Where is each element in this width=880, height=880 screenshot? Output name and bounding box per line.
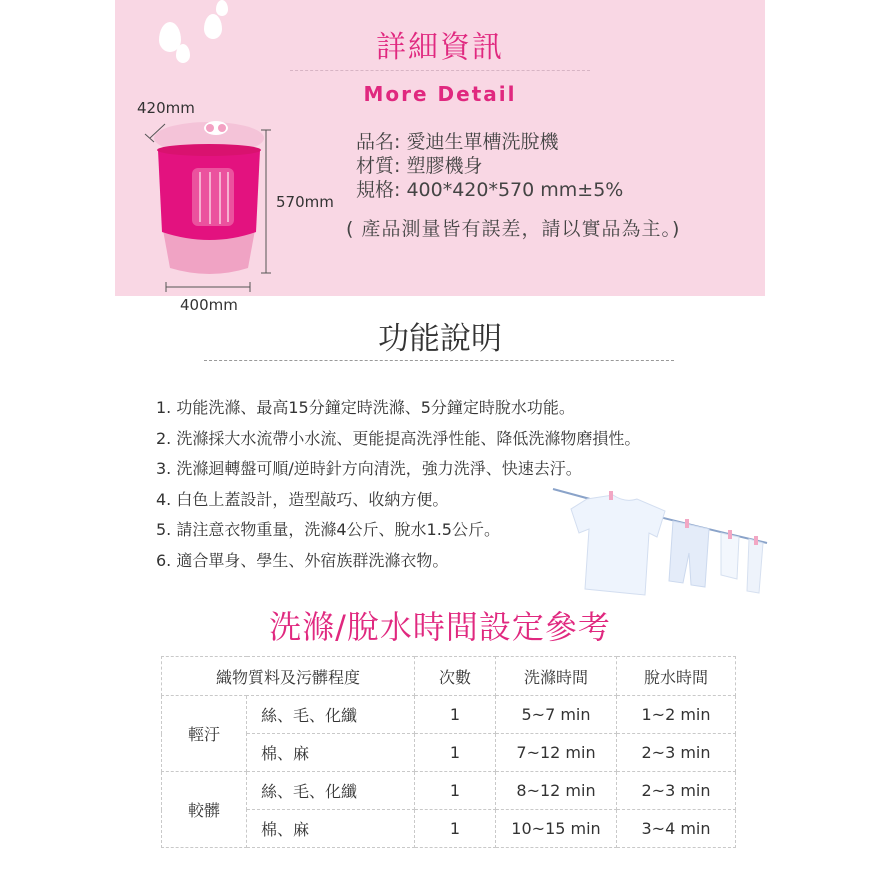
spec-note: ( 產品測量皆有誤差，請以實品為主。) [346,218,681,240]
detail-subtitle: More Detail [363,82,517,106]
count-cell: 1 [415,696,496,734]
header-count: 次數 [415,657,496,696]
spin-time-cell: 2~3 min [617,772,736,810]
width-dimension-label: 400mm [180,296,238,314]
table-header-row [162,657,736,696]
header-spin-time: 脫水時間 [617,657,736,696]
fabric-cell: 絲、毛、化纖 [247,696,415,734]
wash-time-cell: 7~12 min [496,734,617,772]
header-wash-time: 洗滌時間 [496,657,617,696]
spec-name: 品名: 愛迪生單槽洗脫機 [356,131,559,153]
depth-dimension-label: 420mm [137,99,195,117]
time-table-title: 洗滌/脫水時間設定參考 [269,608,611,646]
feature-item: 3. 洗滌迴轉盤可順/逆時針方向清洗，強力洗淨、快速去汙。 [156,459,582,478]
count-cell: 1 [415,772,496,810]
feature-item: 6. 適合單身、學生、外宿族群洗滌衣物。 [156,550,449,570]
header-fabric: 織物質料及污髒程度 [162,657,415,696]
height-dimension-label: 570mm [276,193,334,211]
detail-title: 詳細資訊 [376,30,504,65]
table-row [162,772,736,810]
feature-item: 2. 洗滌採大水流帶小水流、更能提高洗淨性能、降低洗滌物磨損性。 [156,428,641,448]
fabric-cell: 棉、麻 [247,810,415,848]
wash-time-cell: 8~12 min [496,772,617,810]
table-row [162,810,736,848]
wash-time-cell: 10~15 min [496,810,617,848]
wash-time-cell: 5~7 min [496,696,617,734]
count-cell: 1 [415,810,496,848]
table-row [162,734,736,772]
time-reference-table [161,656,736,848]
dirt-level-cell: 輕汙 [162,696,247,772]
feature-item: 4. 白色上蓋設計，造型敲巧、收納方便。 [156,489,449,509]
fabric-cell: 絲、毛、化纖 [247,772,415,810]
clothesline-image [545,475,775,615]
count-cell: 1 [415,734,496,772]
spin-time-cell: 2~3 min [617,734,736,772]
feature-item: 5. 請注意衣物重量，洗滌4公斤、脫水1.5公斤。 [156,520,500,539]
fabric-cell: 棉、麻 [247,734,415,772]
spec-material: 材質: 塑膠機身 [356,155,483,177]
spin-time-cell: 1~2 min [617,696,736,734]
table-row [162,696,736,734]
features-divider [204,360,674,361]
spin-time-cell: 3~4 min [617,810,736,848]
features-title: 功能說明 [378,321,502,357]
spec-size: 規格: 400*420*570 mm±5% [356,179,624,201]
dirt-level-cell: 較髒 [162,772,247,848]
feature-item: 1. 功能洗滌、最高15分鐘定時洗滌、5分鐘定時脫水功能。 [156,398,575,417]
spec-list [356,130,623,202]
